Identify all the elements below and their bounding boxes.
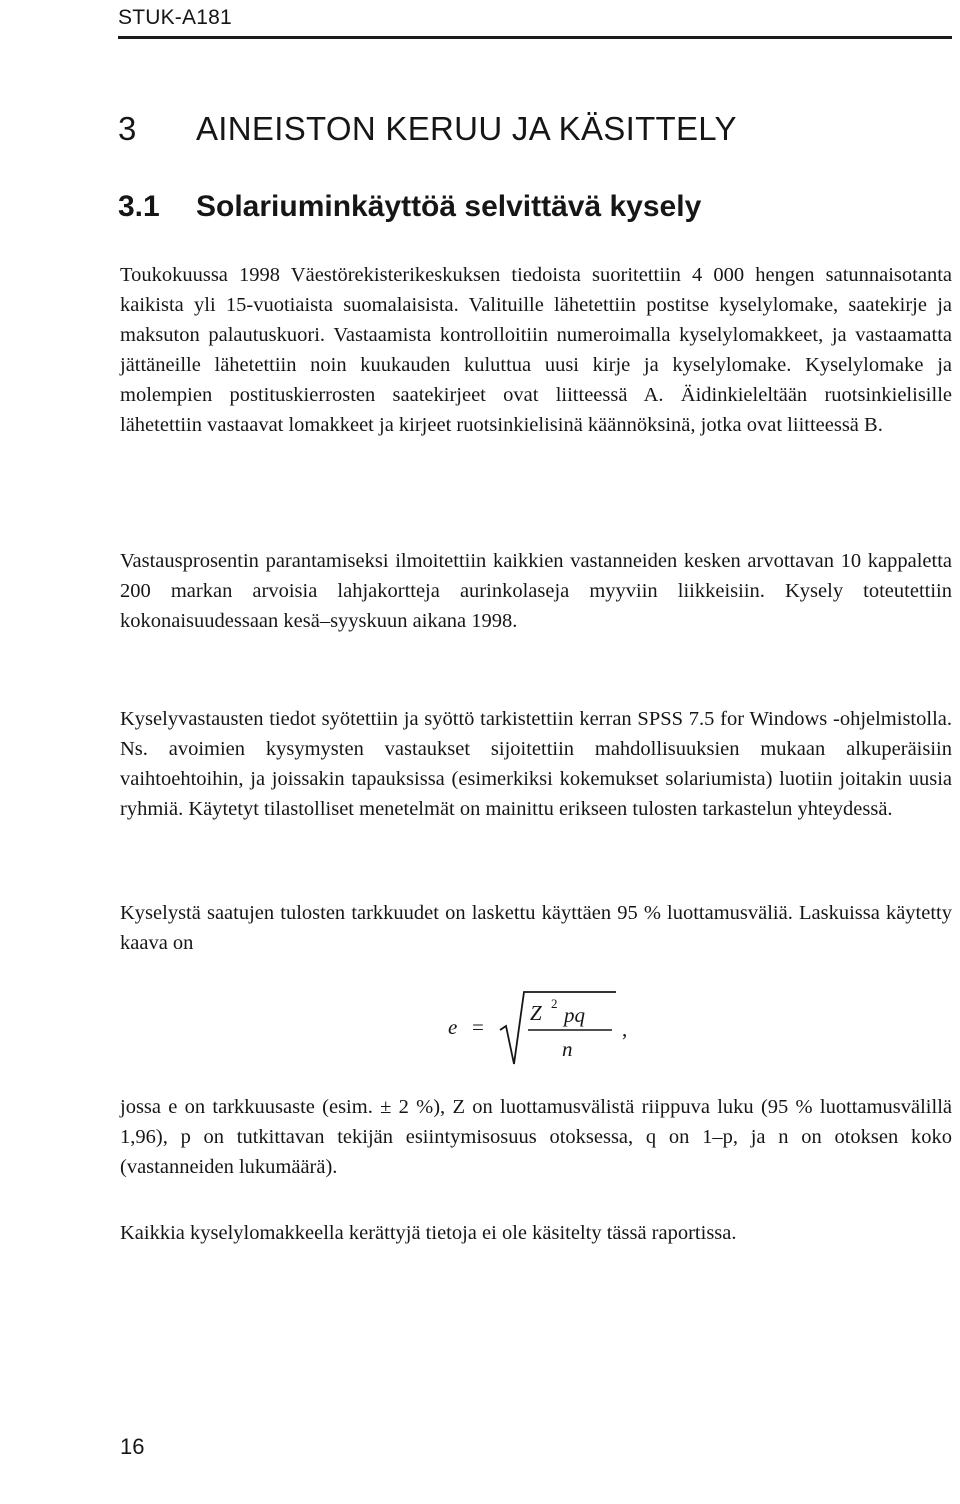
- formula-equals: =: [472, 1015, 484, 1039]
- section-number: 3.1: [118, 190, 160, 223]
- paragraph-sampling: Toukokuussa 1998 Väestörekisterikeskuksen tiedoista suoritettiin 4 000 hengen satunnaisotanta kaikista yli 15-vuotiaista suomalaisista. Valituille lähetettiin postitse kyselylomake, saatekirje ja maksuton palautuskuori. Vastaamista kontrolloitiin numeroimalla kyselylomakkeet, ja vastaamatta jättäneille lähetettiin noin kuukauden kuluttua uusi kirje ja kyselylomake. Kyselylomake ja molempien postituskierrosten saatekirjeet ovat liitteessä A. Äidinkieleltään ruotsinkielisille lähetettiin vastaavat lomakkeet ja kirjeet ruotsinkielisinä käännöksinä, jotka ovat liitteessä B.: [120, 264, 952, 436]
- chapter-title: AINEISTON KERUU JA KÄSITTELY: [196, 110, 737, 147]
- paragraph-data-entry: Kyselyvastausten tiedot syötettiin ja syöttö tarkistettiin kerran SPSS 7.5 for Windows -ohjelmistolla. Ns. avoimien kysymysten vastaukset sijoitettiin mahdollisuuksien mukaan alkuperäisiin vaihtoehtoihin, ja joissakin tapauksissa (esimerkiksi kokemukset solariumista) luotiin joitakin uusia ryhmiä. Käytetyt tilastolliset menetelmät on mainittu erikseen tulosten tarkastelun yhteydessä.: [120, 708, 952, 820]
- paragraph-scope-note: Kaikkia kyselylomakkeella kerättyjä tietoja ei ole käsitelty tässä raportissa.: [120, 1222, 737, 1244]
- paragraph-confidence-interval: Kyselystä saatujen tulosten tarkkuudet on laskettu käyttäen 95 % luottamusväliä. Laskuissa käytetty kaava on: [120, 902, 952, 954]
- section-title: Solariuminkäyttöä selvittävä kysely: [196, 190, 702, 223]
- formula-z: Z: [530, 1001, 542, 1025]
- formula-pq: pq: [564, 1003, 585, 1027]
- formula-n: n: [562, 1037, 573, 1061]
- paragraph-lottery: Vastausprosentin parantamiseksi ilmoitettiin kaikkien vastanneiden kesken arvottavan 10 kappaletta 200 markan arvoisia lahjakortteja aurinkolaseja myyviin liikkeisiin. Kysely toteutettiin kokonaisuudessaan kesä–syyskuun aikana 1998.: [120, 550, 952, 632]
- running-header: STUK-A181: [118, 6, 232, 29]
- paragraph-symbol-legend: jossa e on tarkkuusaste (esim. ± 2 %), Z on luottamusvälistä riippuva luku (95 % luottamusvälillä 1,96), p on tutkittavan tekijän esiintymisosuus otoksessa, q on 1–p, ja n on otoksen koko (vastanneiden lukumäärä).: [120, 1096, 952, 1178]
- square-root-sign: [500, 992, 616, 1064]
- formula-lhs: e: [448, 1015, 458, 1039]
- header-rule: [118, 36, 952, 39]
- formula-exponent: 2: [551, 996, 558, 1011]
- section-heading: [118, 190, 701, 224]
- precision-formula: [442, 986, 642, 1070]
- chapter-heading: [118, 110, 737, 148]
- chapter-number: 3: [118, 110, 137, 147]
- formula-comma: ,: [622, 1017, 628, 1041]
- page-number: 16: [120, 1434, 145, 1459]
